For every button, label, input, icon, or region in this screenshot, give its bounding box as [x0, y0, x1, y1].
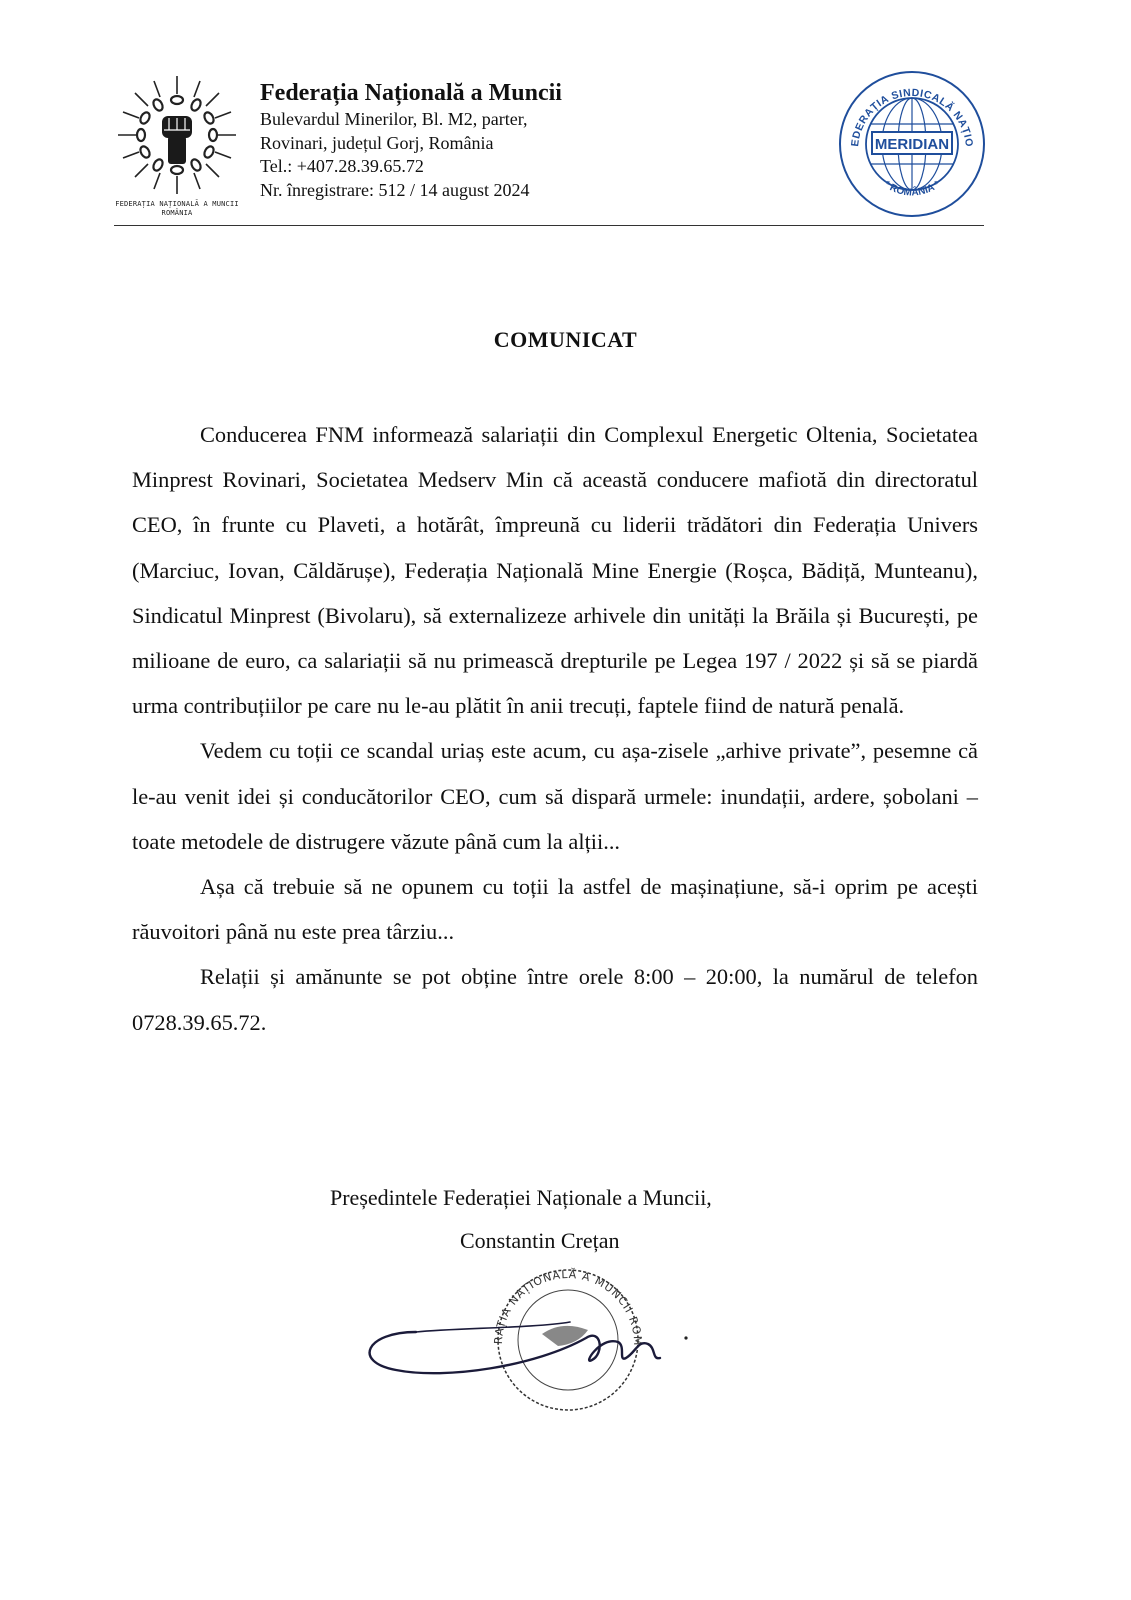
signature-stamp [356, 1262, 696, 1412]
phone-number: Tel.: +407.28.39.65.72 [260, 156, 424, 176]
document-body [132, 412, 978, 1045]
body-paragraph-4: Relații și amănunte se pot obține între orele 8:00 – 20:00, la numărul de telefon 0728.39.65.72. [132, 964, 978, 1035]
address-line-1: Bulevardul Minerilor, Bl. M2, parter, [260, 109, 528, 129]
logo-caption: FEDERAȚIA NAȚIONALĂ A MUNCII [115, 200, 239, 208]
meridian-globe-icon [838, 70, 986, 218]
registration-number: Nr. înregistrare: 512 / 14 august 2024 [260, 179, 530, 200]
meridian-center-text: MERIDIAN [874, 136, 950, 153]
meridian-logo [838, 70, 986, 218]
header-divider [114, 225, 984, 226]
body-paragraph-2: Vedem cu toții ce scandal uriaș este acum, cu așa-zisele „arhive private”, pesemne că le-au venit idei și conducătorilor CEO, cum să dispară urmele: inundații, ardere, șobolani – toate metodele de distrugere văzute până cum la alții... [132, 738, 978, 854]
body-paragraph-3: Așa că trebuie să ne opunem cu toții la astfel de mașinațiune, să-i oprim pe acești răuvoitori până nu este prea târziu... [132, 874, 978, 945]
meridian-arc-text: EDERAȚIA SINDICALĂ NAȚIO [849, 86, 976, 148]
signatory-role: Președintele Federației Naționale a Muncii, [330, 1185, 712, 1210]
stamp-and-signature-icon [356, 1262, 696, 1412]
meridian-bottom-text: * ROMÂNIA * [881, 179, 943, 199]
fnm-logo [112, 72, 242, 234]
address-line-2: Rovinari, județul Gorj, România [260, 132, 494, 153]
logo-caption-country: ROMÂNIA [161, 209, 193, 217]
stamp-text: RAȚIA NAȚIONALĂ A MUNCII ROM [491, 1267, 645, 1347]
organization-name: Federația Națională a Muncii [260, 80, 562, 106]
signatory-name: Constantin Crețan [460, 1228, 620, 1253]
raised-fist-chain-icon [112, 72, 242, 198]
document-title: COMUNICAT [493, 327, 638, 352]
body-paragraph-1: Conducerea FNM informează salariații din Complexul Energetic Oltenia, Societatea Minprest Rovinari, Societatea Medserv Min că această conducere mafiotă din directoratul CEO, în frunte cu Plaveti, a hotărât, împreună cu liderii trădători din Federația Univers (Marciuc, Iovan, Căldărușe), Federația Națională Mine Energie (Roșca, Bădiță, Munteanu), Sindicatul Minprest (Bivolaru), să externalizeze arhivele din unități la Brăila și București, pe milioane de euro, ca salariații să nu primească drepturile pe Legea 197 / 2022 și să se piardă urma contribuțiilor pe care nu le-au plătit în anii trecuți, faptele fiind de natură penală. [132, 422, 978, 719]
letterhead [260, 78, 720, 202]
